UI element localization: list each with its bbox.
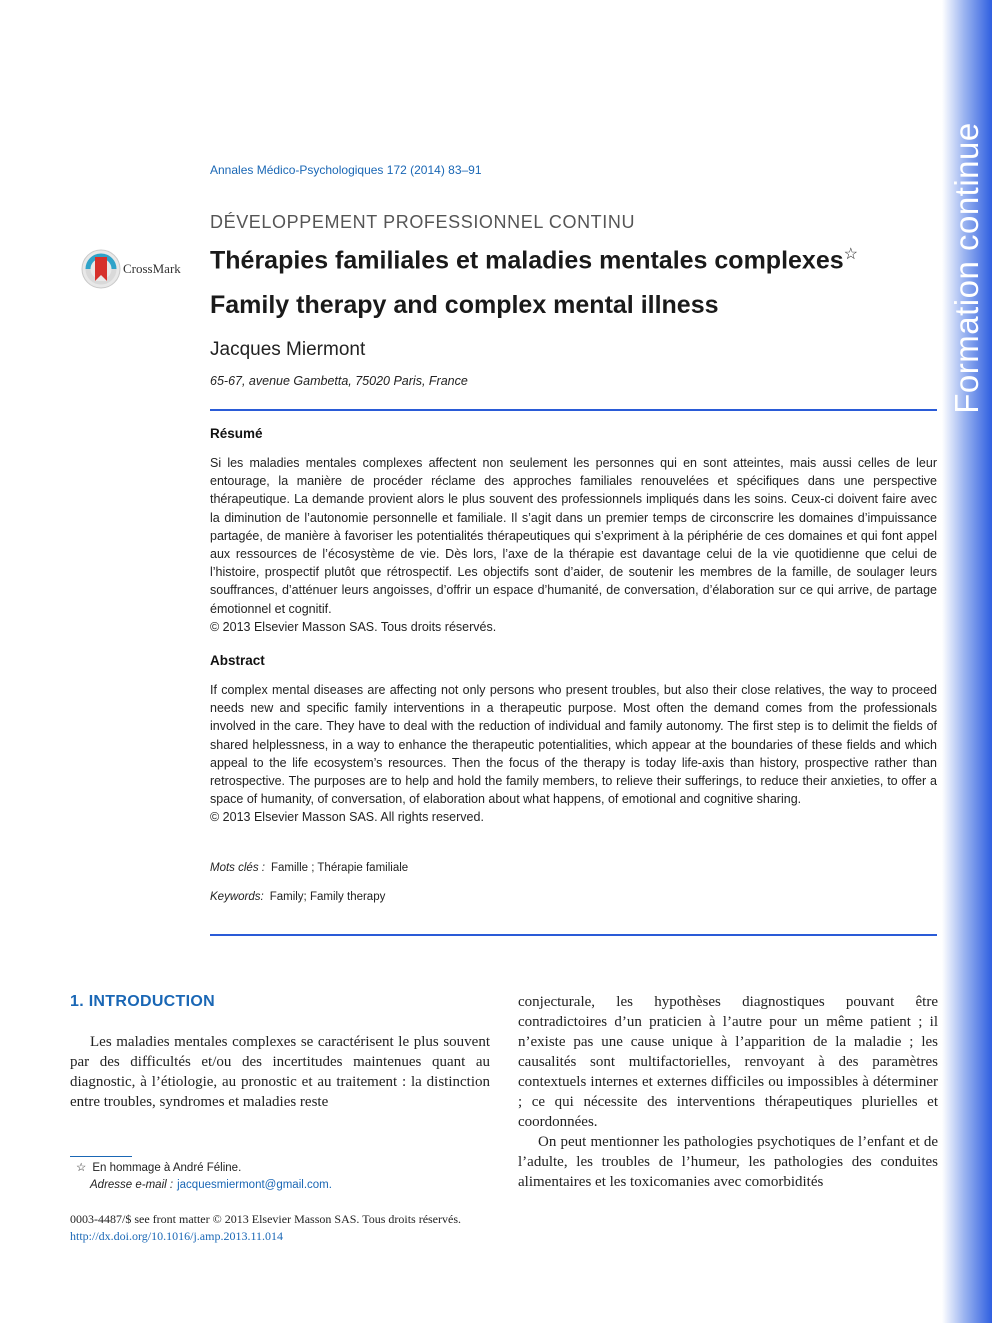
author-address: 65-67, avenue Gambetta, 75020 Paris, France	[210, 374, 468, 388]
abstract-text: If complex mental diseases are affecting not only persons who present troubles, but also their close relatives, the way to proceed needs new and specific family interventions in a therapeutic purpose. Most often the demand comes from the professionals involved in the care. They have to deal with the reduction of individual and family autonomy. The first step is to delimit the fields of shared helplessness, in a way to enhance the therapeutic potentialities, which appear at the boundaries of these fields and which appeal to the life ecosystem’s resources. Then the focus of the therapy is today life-axis than history, prospective rather than retrospective. The purposes are to help and hold the family members, to relieve their sufferings, to reduce their anxieties, to offer a space of humanity, of conversation, of elaboration about what happens, of emotional and cognitive sharing.	[210, 683, 937, 807]
intro-left-paragraph: Les maladies mentales complexes se caractérisent le plus souvent par des difficultés et/ou des incertitudes maintenues quant au diagnostic, à l’étiologie, au pronostic et au traitement : la distinction entre troubles, syndromes et maladies reste	[70, 1034, 490, 1110]
title-french-text: Thérapies familiales et maladies mentales complexes	[210, 246, 844, 275]
email-link[interactable]: jacquesmiermont@gmail.com.	[177, 1179, 332, 1191]
intro-heading: 1. INTRODUCTION	[70, 993, 215, 1010]
abstract-copyright: © 2013 Elsevier Masson SAS. All rights reserved.	[210, 810, 484, 825]
footnote-email	[90, 1179, 332, 1191]
title-english: Family therapy and complex mental illness	[210, 291, 719, 319]
sidebar-label: Formation continue	[948, 122, 985, 414]
star-icon[interactable]: ☆	[843, 246, 858, 263]
footnote-rule	[70, 1156, 132, 1157]
crossmark-label: CrossMark	[123, 261, 181, 276]
issn-line: 0003-4487/$ see front matter © 2013 Elsevier Masson SAS. Tous droits réservés.	[70, 1212, 462, 1226]
footnote-star-icon: ☆	[76, 1162, 87, 1174]
email-label: Adresse e-mail :	[90, 1179, 174, 1191]
intro-right-paragraph-2: On peut mentionner les pathologies psychotiques de l’enfant et de l’adulte, les troubles de l’humeur, les pathologies des conduites alimentaires et les toxicomanies avec comorbidités	[518, 1134, 938, 1190]
title-french	[210, 244, 858, 275]
keywords-english	[210, 891, 385, 903]
journal-citation[interactable]: Annales Médico-Psychologiques 172 (2014) 83–91	[210, 163, 482, 177]
abstract-body	[210, 681, 937, 827]
keywords-french-label: Mots clés :	[210, 862, 265, 874]
keywords-english-value: Family; Family therapy	[269, 891, 386, 903]
resume-body	[210, 454, 937, 636]
resume-copyright: © 2013 Elsevier Masson SAS. Tous droits réservés.	[210, 619, 497, 634]
author-name: Jacques Miermont	[210, 339, 366, 360]
footnote-dedication	[76, 1160, 241, 1174]
doi-link[interactable]: http://dx.doi.org/10.1016/j.amp.2013.11.014	[70, 1229, 283, 1243]
divider-top	[210, 409, 937, 411]
abstract-heading: Abstract	[210, 653, 265, 668]
keywords-english-label: Keywords:	[210, 891, 264, 903]
intro-right-column	[518, 992, 938, 1192]
intro-right-paragraph-1: conjecturale, les hypothèses diagnostiques pouvant être contradictoires d’un praticien à l’autre pour un même patient ; il n’existe pas une cause unique à l’apparition de la maladie ; les causalités sont multifactorielles, renvoyant à des paramètres contextuels internes et externes difficiles ou impossibles à déterminer ; ce qui nécessite des interventions thérapeutiques plurielles et coordonnées.	[518, 994, 938, 1130]
divider-bottom	[210, 934, 937, 936]
article-category: DÉVELOPPEMENT PROFESSIONNEL CONTINU	[210, 212, 636, 232]
footnote-dedication-text: En hommage à André Féline.	[92, 1162, 242, 1174]
keywords-french-value: Famille ; Thérapie familiale	[270, 862, 409, 874]
resume-heading: Résumé	[210, 426, 263, 441]
intro-left-column	[70, 1032, 490, 1112]
resume-text: Si les maladies mentales complexes affectent non seulement les personnes qui en sont atteintes, mais aussi celles de leur entourage, la manière de procéder réclame des approches familiales renouvelées et spécifiques dans une perspective thérapeutique. La demande provient alors le plus souvent des professionnels impliqués dans les soins. Ceux-ci doivent faire avec la diminution de l’autonomie personnelle et familiale. Il s’agit dans un premier temps de circonscrire les domaines d’impuissance partagée, de manière à favoriser les potentialités thérapeutiques qui s’expriment à la périphérie de ces domaines et qui font appel aux ressources de l’écosystème de vie. Dès lors, l’axe de la thérapie est davantage celui de la vie quotidienne que celui de l’histoire, prospectif plutôt que rétrospectif. Les objectifs sont d’aider, de soutenir les membres de la famille, de soulager leurs souffrances, d’atténuer leurs angoisses, d’offrir un espace d’humanité, de conversation, d’élaboration sur ce qui arrive, de partage émotionnel et cognitif.	[210, 456, 937, 616]
keywords-french	[210, 862, 408, 874]
